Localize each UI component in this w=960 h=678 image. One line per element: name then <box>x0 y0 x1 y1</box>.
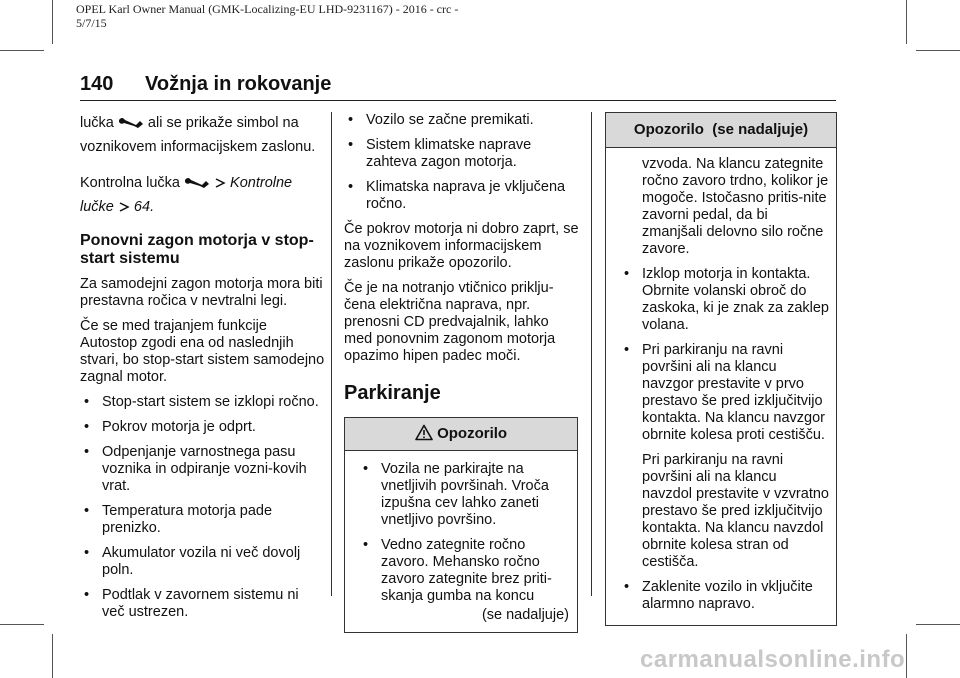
list-item: • Vozila ne parkirajte na vnetljivih površinah. Vroča izpušna cev lahko zaneti vnetljivo površino. <box>363 461 549 528</box>
autostop-icon <box>118 114 144 136</box>
continued-note: (se nadaljuje) <box>481 607 569 623</box>
section-heading: Parkiranje <box>344 382 441 404</box>
list-item: • Zaklenite vozilo in vključite alarmno napravo. <box>624 579 813 612</box>
list-item: • Pokrov motorja je odprt. <box>84 419 256 435</box>
header-rule <box>80 100 836 101</box>
crop-mark <box>52 0 53 44</box>
warning-box-continued <box>605 112 837 626</box>
crop-mark <box>0 50 44 51</box>
list-item: • Izklop motorja in kontakta. Obrnite volanski obroč do zaskoka, ki je znak za zaklep volana. <box>624 266 829 333</box>
paragraph: Pri parkiranju na ravni površini ali na klancu navzdol prestavite v vzvratno prestavo še pred izključitvijo kontakta. Na klancu navzdol obrnite kolesa stran od cestišča. <box>642 452 829 570</box>
column-divider <box>331 112 332 596</box>
document-header-line2: 5/7/15 <box>76 16 107 30</box>
paragraph: vzvoda. Na klancu zategnite ročno zavoro trdno, kolikor je mogoče. Istočasno pritis-nite zavorni pedal, da bi zmanjšali delovno silo ročne zavore. <box>642 156 829 257</box>
watermark: carmanualsonline.info <box>640 646 906 673</box>
document-header <box>76 2 458 30</box>
list-item: • Stop-start sistem se izklopi ročno. <box>84 394 319 410</box>
paragraph: Za samodejni zagon motorja mora biti prestavna ročica v nevtralni legi. <box>80 276 323 309</box>
list-item: • Temperatura motorja pade prenizko. <box>84 503 273 536</box>
column-divider <box>591 112 592 596</box>
reference-page[interactable]: 64 <box>133 199 151 215</box>
reference-link[interactable]: Kontrolne lučke <box>80 175 293 215</box>
page-number: 140 <box>80 73 114 95</box>
chapter-title: Vožnja in rokovanje <box>145 73 332 95</box>
crop-mark <box>916 624 960 625</box>
warning-triangle-icon <box>415 421 433 453</box>
list-item: • Podtlak v zavornem sistemu ni več ustrezen. <box>84 587 299 620</box>
warning-box-title: Opozorilo <box>345 418 577 451</box>
paragraph: lučka ali se prikaže simbol na voznikovem informacijskem zaslonu. <box>80 115 316 155</box>
crop-mark <box>52 634 53 678</box>
reference-arrow-icon <box>214 174 226 196</box>
warning-box-body <box>606 148 836 625</box>
paragraph: Če se med trajanjem funkcije Autostop zgodi ena od naslednjih stvari, bo stop-start sistem samodejno zagnal motor. <box>80 318 325 385</box>
list-item: • Vedno zategnite ročno zavoro. Mehansko ročno zavoro zategnite brez priti-skanja gumba na koncu <box>363 537 552 604</box>
paragraph: Če je na notranjo vtičnico priklju-čena električna naprava, npr. prenosni CD predvajalnik, lahko med ponovnim zagonom motorja opazimo hipen padec moči. <box>344 280 556 364</box>
column-2 <box>344 112 580 633</box>
list-item: • Klimatska naprava je vključena ročno. <box>348 179 566 212</box>
crop-mark <box>916 50 960 51</box>
autostop-icon <box>184 174 210 196</box>
crop-mark <box>906 634 907 678</box>
crop-mark <box>0 624 44 625</box>
column-1 <box>80 112 325 629</box>
warning-box-body <box>345 451 577 632</box>
paragraph: Če pokrov motorja ni dobro zaprt, se na voznikovem informacijskem zaslonu prikaže opozorilo. <box>344 221 579 271</box>
crop-mark <box>906 0 907 44</box>
paragraph: Kontrolna lučka Kontrolne lučke 64. <box>80 172 325 220</box>
section-heading: Ponovni zagon motorja v stop-start sistemu <box>80 232 314 267</box>
warning-box-title: Opozorilo (se nadaljuje) <box>606 113 836 148</box>
list-item: • Pri parkiranju na ravni površini ali na klancu navzgor prestavite v prvo prestavo še pred izključitvijo kontakta. Na klancu navzgor obrnite kolesa proti cestišču. <box>624 342 825 443</box>
list-item: • Akumulator vozila ni več dovolj poln. <box>84 545 301 578</box>
column-3 <box>605 112 837 626</box>
list-item: • Sistem klimatske naprave zahteva zagon motorja. <box>348 137 532 170</box>
document-header-line1: OPEL Karl Owner Manual (GMK-Localizing-EU LHD-9231167) - 2016 - crc - <box>76 2 459 16</box>
reference-arrow-icon <box>118 198 130 220</box>
list-item: • Odpenjanje varnostnega pasu voznika in odpiranje vozni-kovih vrat. <box>84 444 307 494</box>
warning-box <box>344 417 578 633</box>
list-item: • Vozilo se začne premikati. <box>348 112 534 128</box>
